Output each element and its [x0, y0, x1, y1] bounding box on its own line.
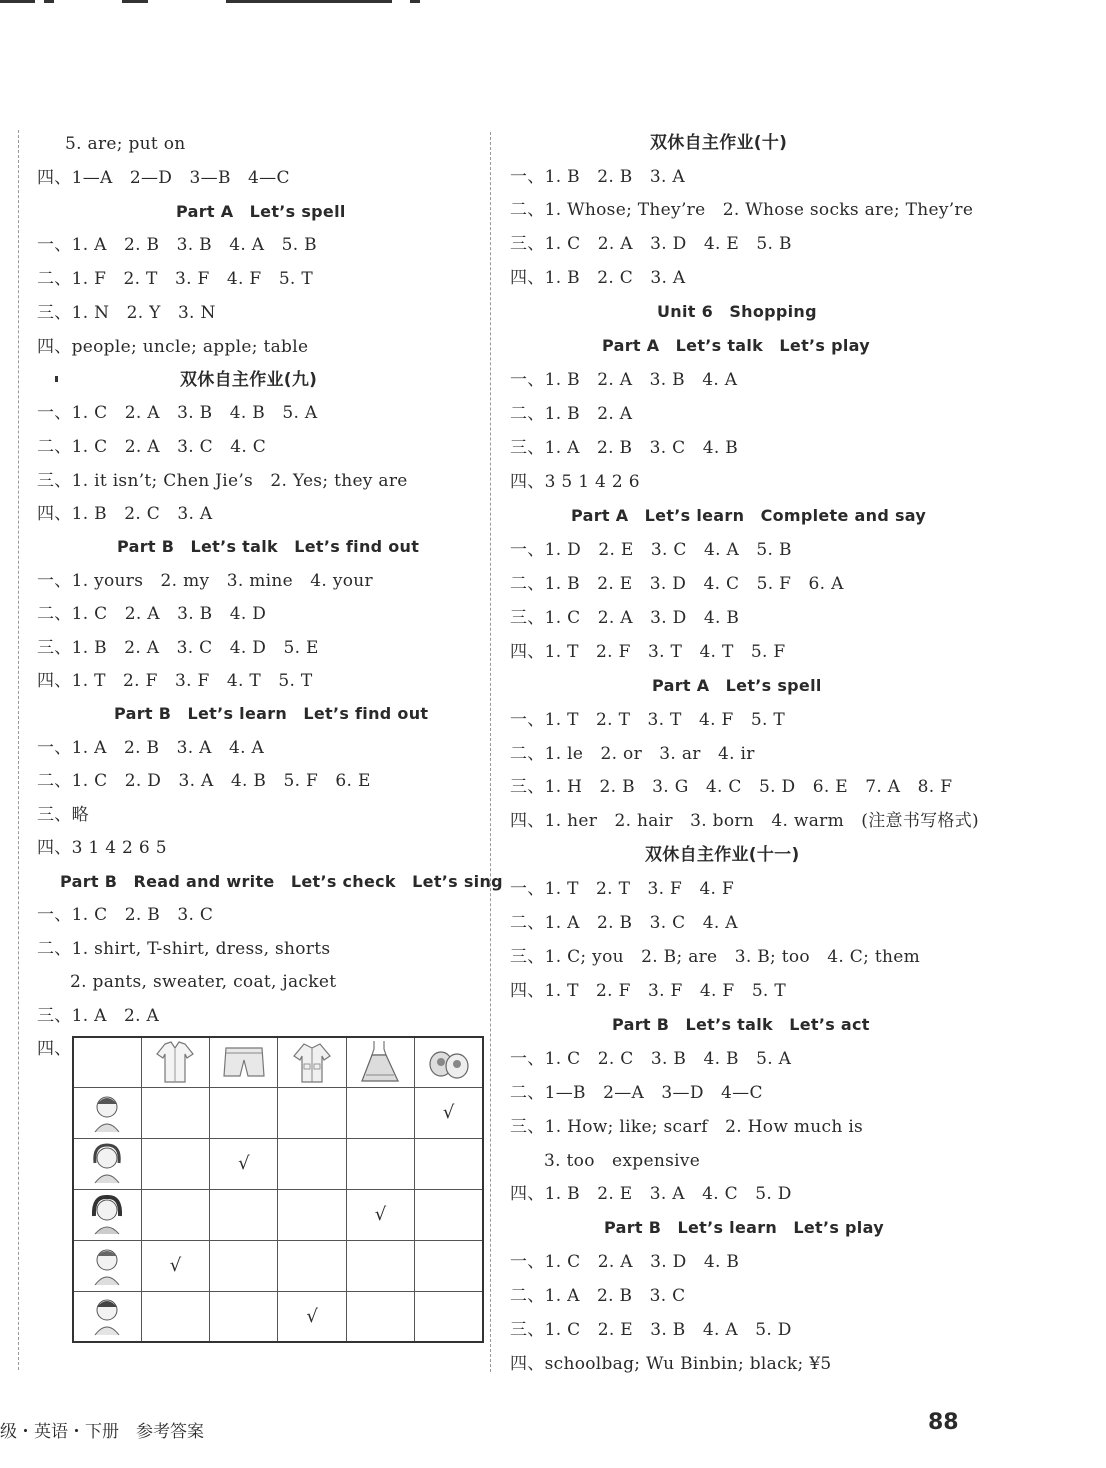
dress-picture: [346, 1037, 414, 1087]
grid-cell-checked: √: [278, 1291, 346, 1342]
right-line-32: 四、1. B 2. E 3. A 4. C 5. D: [510, 1184, 792, 1204]
right-line-21: 四、1. her 2. hair 3. born 4. warm (注意书写格式): [510, 811, 979, 831]
right-heading-part-b-learn: Part B Let’s learn Let’s play: [604, 1218, 884, 1237]
left-heading-part-b-learn: Part B Let’s learn Let’s find out: [114, 704, 429, 723]
right-line-4: 三、1. C 2. A 3. D 4. E 5. B: [510, 234, 792, 254]
left-line-19: 一、1. A 2. B 3. A 4. A: [37, 738, 265, 758]
shorts-icon: [222, 1044, 266, 1080]
left-line-10: 二、1. C 2. A 3. C 4. C: [37, 437, 267, 457]
column-divider: [490, 132, 491, 1372]
grid-cell-checked: √: [415, 1087, 483, 1138]
child-face-icon: [89, 1194, 125, 1236]
clothes-check-grid: [72, 1036, 484, 1343]
left-line-27: 三、1. A 2. A: [37, 1006, 160, 1026]
right-line-25: 三、1. C; you 2. B; are 3. B; too 4. C; them: [510, 947, 920, 967]
right-line-13: 一、1. D 2. E 3. C 4. A 5. B: [510, 540, 792, 560]
left-line-11: 三、1. it isn’t; Chen Jie’s 2. Yes; they are: [37, 471, 408, 491]
grid-cell: [210, 1087, 278, 1138]
right-line-18: 一、1. T 2. T 3. T 4. F 5. T: [510, 710, 786, 730]
left-margin-dashed-line: [18, 130, 19, 1370]
grid-cell: [346, 1138, 414, 1189]
left-line-14: 一、1. yours 2. my 3. mine 4. your: [37, 571, 373, 591]
shoes-icon: [427, 1042, 471, 1082]
left-heading-part-b-read: Part B Read and write Let’s check Let’s sing: [60, 872, 503, 891]
grid-cell: [278, 1087, 346, 1138]
grid-cell: [141, 1087, 209, 1138]
shirt-picture: [141, 1037, 209, 1087]
grid-cell: [210, 1291, 278, 1342]
right-line-10: 三、1. A 2. B 3. C 4. B: [510, 438, 739, 458]
grid-cell: [210, 1240, 278, 1291]
right-heading-part-b-talk: Part B Let’s talk Let’s act: [612, 1015, 870, 1034]
grid-cell: [415, 1291, 483, 1342]
boy-1-avatar: [73, 1087, 141, 1138]
left-line-17: 四、1. T 2. F 3. F 4. T 5. T: [37, 671, 313, 691]
page-number: 88: [928, 1410, 959, 1435]
right-line-5: 四、1. B 2. C 3. A: [510, 268, 686, 288]
left-line-15: 二、1. C 2. A 3. B 4. D: [37, 604, 267, 624]
grid-cell: [278, 1189, 346, 1240]
right-heading-homework-10: 双休自主作业(十): [650, 133, 788, 153]
child-face-icon: [89, 1295, 125, 1337]
right-line-35: 二、1. A 2. B 3. C: [510, 1286, 686, 1306]
dress-icon: [360, 1039, 400, 1085]
grid-cell: [346, 1087, 414, 1138]
grid-cell: [141, 1138, 209, 1189]
left-line-9: 一、1. C 2. A 3. B 4. B 5. A: [37, 403, 318, 423]
right-line-19: 二、1. le 2. or 3. ar 4. ir: [510, 744, 755, 764]
right-line-14: 二、1. B 2. E 3. D 4. C 5. F 6. A: [510, 574, 844, 594]
right-line-8: 一、1. B 2. A 3. B 4. A: [510, 370, 738, 390]
grid-cell-checked: √: [346, 1189, 414, 1240]
left-line-16: 三、1. B 2. A 3. C 4. D 5. E: [37, 638, 319, 658]
left-line-4: 一、1. A 2. B 3. B 4. A 5. B: [37, 235, 317, 255]
right-heading-part-a-spell: Part A Let’s spell: [652, 676, 822, 695]
shorts-picture: [210, 1037, 278, 1087]
boy-2-avatar: [73, 1240, 141, 1291]
grid-cell: [346, 1291, 414, 1342]
top-crop-marks: [0, 0, 1106, 6]
girl-1-avatar: [73, 1138, 141, 1189]
left-heading-part-b-talk: Part B Let’s talk Let’s find out: [117, 537, 420, 556]
right-line-23: 一、1. T 2. T 3. F 4. F: [510, 879, 735, 899]
grid-cell: [415, 1138, 483, 1189]
jacket-icon: [292, 1040, 332, 1084]
right-heading-part-a-learn: Part A Let’s learn Complete and say: [571, 506, 927, 525]
right-line-3: 二、1. Whose; They’re 2. Whose socks are; They’re: [510, 200, 974, 220]
left-line-22: 四、3 1 4 2 6 5: [37, 838, 167, 858]
left-line-24: 一、1. C 2. B 3. C: [37, 905, 214, 925]
left-heading-homework-9: 双休自主作业(九): [180, 370, 318, 390]
right-heading-part-a-talk: Part A Let’s talk Let’s play: [602, 336, 870, 355]
shirt-icon: [155, 1040, 195, 1084]
left-line-6: 三、1. N 2. Y 3. N: [37, 303, 216, 323]
grid-cell-checked: √: [141, 1240, 209, 1291]
stray-mark: [55, 376, 58, 382]
right-line-31: 3. too expensive: [544, 1151, 701, 1171]
right-line-15: 三、1. C 2. A 3. D 4. B: [510, 608, 740, 628]
left-line-26: 2. pants, sweater, coat, jacket: [70, 972, 337, 992]
shoes-picture: [415, 1037, 483, 1087]
right-line-11: 四、3 5 1 4 2 6: [510, 472, 640, 492]
boy-3-avatar: [73, 1291, 141, 1342]
right-line-2: 一、1. B 2. B 3. A: [510, 167, 685, 187]
jacket-picture: [278, 1037, 346, 1087]
right-line-9: 二、1. B 2. A: [510, 404, 633, 424]
child-face-icon: [89, 1092, 125, 1134]
right-heading-homework-11: 双休自主作业(十一): [645, 845, 800, 865]
right-line-26: 四、1. T 2. F 3. F 4. F 5. T: [510, 981, 786, 1001]
child-face-icon: [89, 1245, 125, 1287]
right-line-36: 三、1. C 2. E 3. B 4. A 5. D: [510, 1320, 792, 1340]
left-line-21: 三、略: [37, 805, 89, 825]
left-line-28: 四、: [37, 1039, 72, 1059]
left-line-5: 二、1. F 2. T 3. F 4. F 5. T: [37, 269, 313, 289]
right-line-30: 三、1. How; like; scarf 2. How much is: [510, 1117, 864, 1137]
right-heading-unit-6: Unit 6 Shopping: [657, 302, 817, 321]
right-line-28: 一、1. C 2. C 3. B 4. B 5. A: [510, 1049, 792, 1069]
left-line-7: 四、people; uncle; apple; table: [37, 337, 309, 357]
grid-cell: [141, 1291, 209, 1342]
right-line-34: 一、1. C 2. A 3. D 4. B: [510, 1252, 740, 1272]
right-line-24: 二、1. A 2. B 3. C 4. A: [510, 913, 738, 933]
right-line-29: 二、1—B 2—A 3—D 4—C: [510, 1083, 763, 1103]
left-heading-part-a-spell: Part A Let’s spell: [176, 202, 346, 221]
grid-cell: [210, 1189, 278, 1240]
left-line-1: 5. are; put on: [65, 134, 186, 154]
grid-cell: [141, 1189, 209, 1240]
right-line-16: 四、1. T 2. F 3. T 4. T 5. F: [510, 642, 786, 662]
grid-cell: [346, 1240, 414, 1291]
grid-cell: [278, 1240, 346, 1291]
grid-cell: [415, 1189, 483, 1240]
left-line-12: 四、1. B 2. C 3. A: [37, 504, 213, 524]
grid-cell-checked: √: [210, 1138, 278, 1189]
right-line-20: 三、1. H 2. B 3. G 4. C 5. D 6. E 7. A 8. F: [510, 777, 953, 797]
footer-book-title: 级・英语・下册 参考答案: [0, 1422, 204, 1442]
grid-cell: [415, 1240, 483, 1291]
girl-2-avatar: [73, 1189, 141, 1240]
grid-cell: [278, 1138, 346, 1189]
child-face-icon: [89, 1143, 125, 1185]
left-line-25: 二、1. shirt, T-shirt, dress, shorts: [37, 939, 331, 959]
left-line-2: 四、1—A 2—D 3—B 4—C: [37, 168, 290, 188]
left-line-20: 二、1. C 2. D 3. A 4. B 5. F 6. E: [37, 771, 371, 791]
right-line-37: 四、schoolbag; Wu Binbin; black; ¥5: [510, 1354, 832, 1374]
grid-corner-cell: [73, 1037, 141, 1087]
